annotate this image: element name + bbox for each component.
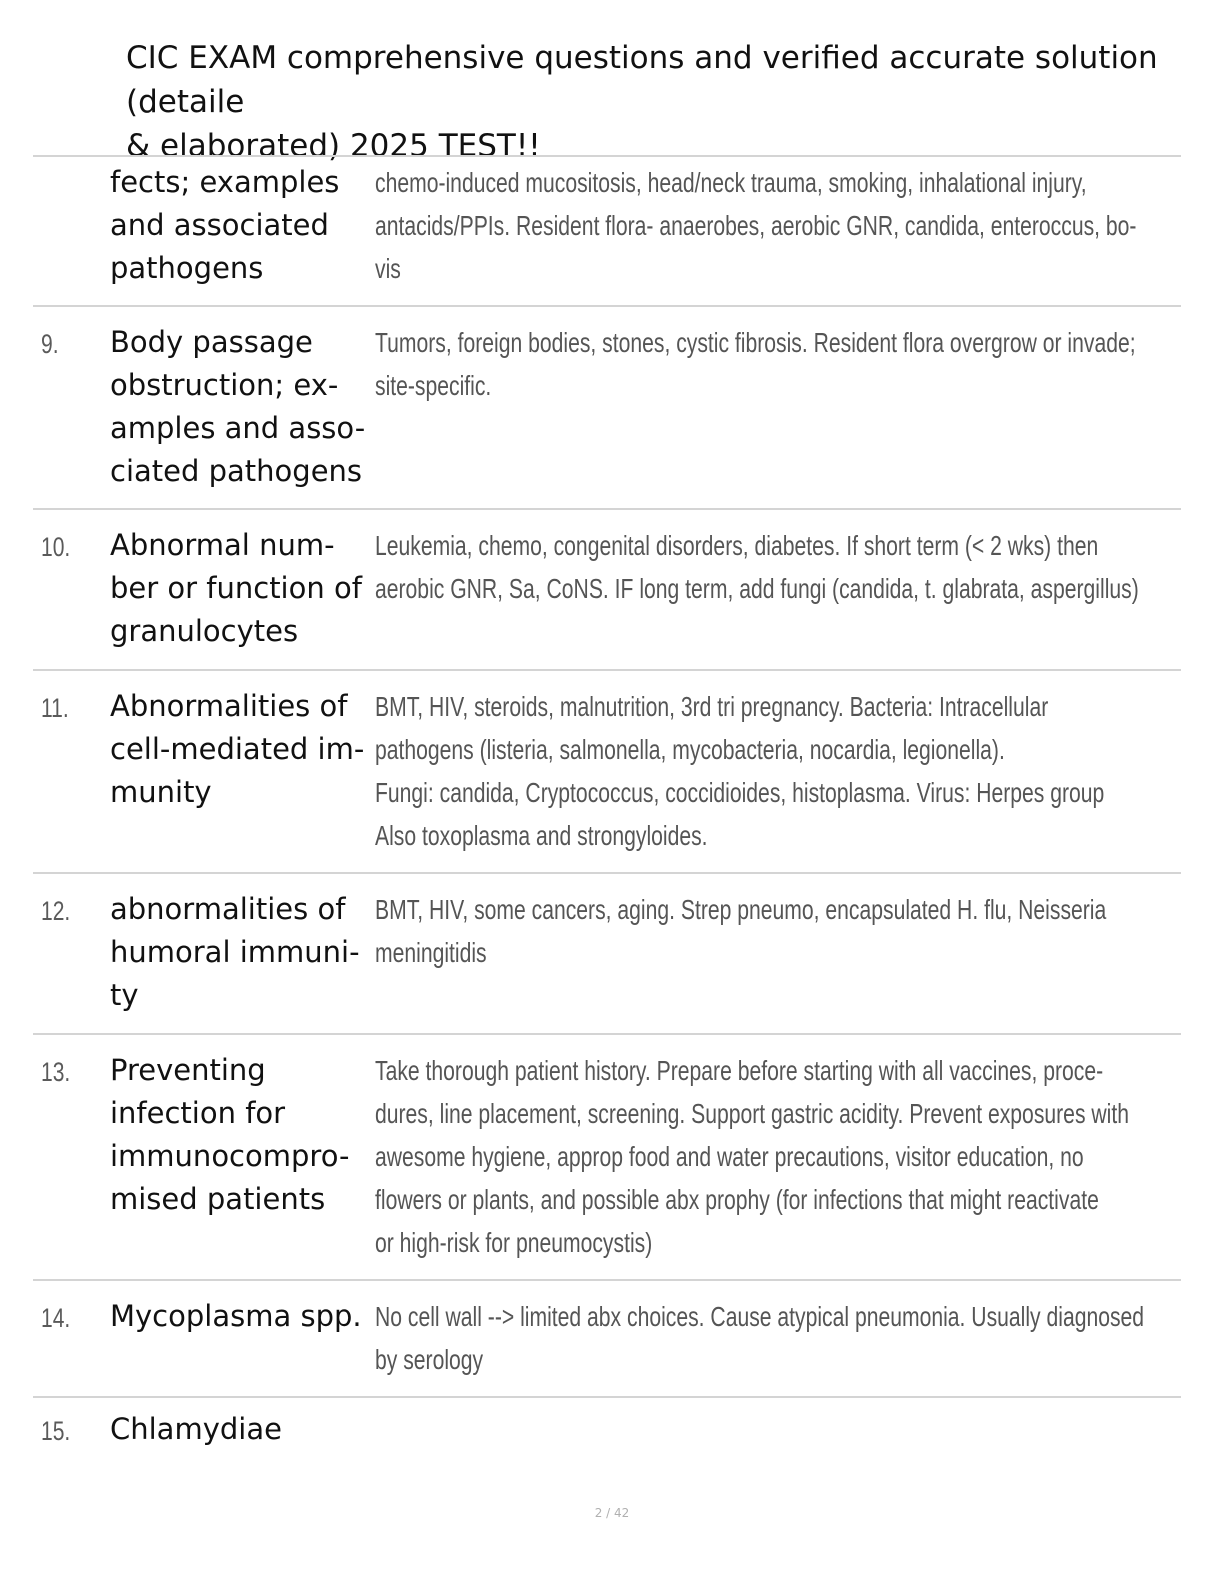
row-number: 14. [41,1303,71,1333]
row-term: Chlamydiae [110,1412,282,1446]
row-definition: BMT, HIV, steroids, malnutrition, 3rd tri pregnancy. Bacteria: Intracellular pathogens (listeria, salmonella, mycobacteria, nocardia, legionella). Fungi: candida, Cryptococcus, coccidioides, histoplasma. Virus: Herpes group Also toxoplasma and strongyloides. [375,691,1105,851]
table-row [33,669,1181,874]
document-title: CIC EXAM comprehensive questions and verified accurate solution (detaile & elaborated) 2025 TEST!! [126,40,1158,164]
table-row [33,305,1181,510]
row-term: Preventing infection for immunocompro- mised patients [110,1053,350,1216]
table-row [33,508,1181,671]
page-indicator: 2 / 42 [594,1506,630,1520]
row-number: 13. [41,1057,71,1087]
row-term: Abnormalities of cell-mediated im- munity [110,689,365,809]
row-definition: BMT, HIV, some cancers, aging. Strep pneumo, encapsulated H. flu, Neisseria meningitidis [375,894,1107,968]
row-definition: No cell wall --> limited abx choices. Cause atypical pneumonia. Usually diagnosed by serology [375,1301,1145,1375]
row-definition: chemo-induced mucositosis, head/neck trauma, smoking, inhalational injury, antacids/PPIs. Resident flora- anaerobes, aerobic GNR, candida, enteroccus, bo- vis [375,167,1137,284]
row-number: 11. [41,693,69,723]
table-row [33,155,1181,307]
row-term: Mycoplasma spp. [110,1299,362,1333]
row-number: 15. [41,1416,71,1446]
table-row [33,1279,1181,1398]
row-term: Abnormal num- ber or function of granulocytes [110,528,362,648]
row-definition: Tumors, foreign bodies, stones, cystic fibrosis. Resident flora overgrow or invade; site-specific. [375,327,1136,401]
row-term: Body passage obstruction; ex- amples and asso- ciated pathogens [110,325,366,488]
row-number: 12. [41,896,71,926]
table-row [33,872,1181,1035]
table-row [33,1033,1181,1281]
row-number: 9. [41,329,59,359]
row-term: fects; examples and associated pathogens [110,165,340,285]
row-number: 10. [41,532,71,562]
row-definition: Take thorough patient history. Prepare before starting with all vaccines, proce- dures, line placement, screening. Support gastric acidity. Prevent exposures with awesome hygiene, approp food and water precautions, visitor education, no flowers or plants, and possible abx prophy (for infections that might reactivate or high-risk for pneumocystis) [375,1055,1129,1258]
table-row [33,1396,1181,1466]
row-term: abnormalities of humoral immuni- ty [110,892,360,1012]
row-definition: Leukemia, chemo, congenital disorders, diabetes. If short term (< 2 wks) then aerobic GNR, Sa, CoNS. IF long term, add fungi (candida, t. glabrata, aspergillus) [375,530,1139,604]
